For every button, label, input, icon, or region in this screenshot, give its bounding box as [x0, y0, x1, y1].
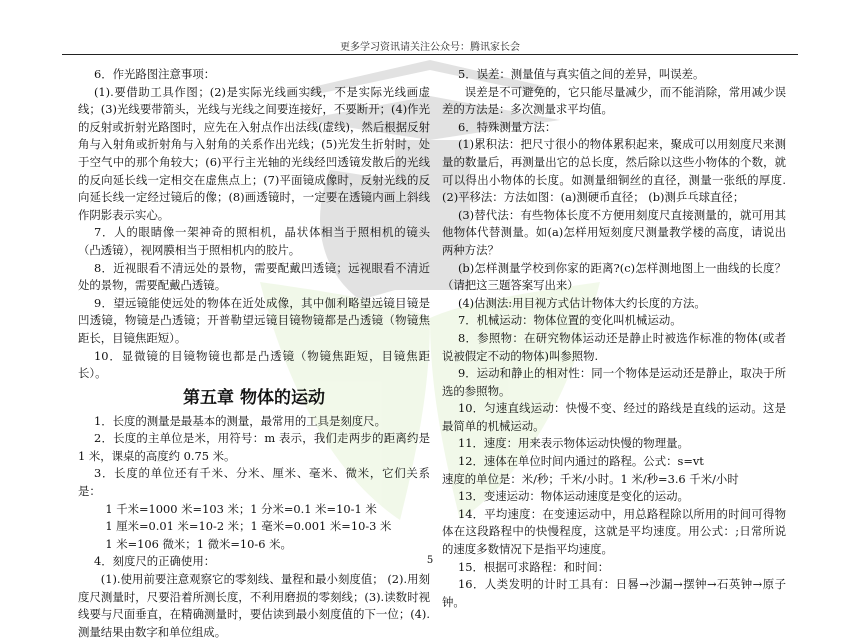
right-column	[442, 66, 786, 611]
paragraph: 13．变速运动：物体运动速度是变化的运动。	[457, 489, 689, 504]
paragraph: 8．参照物：在研究物体运动还是静止时被选作标准的物体(或者说被假定不动的物体)叫参照物.	[442, 330, 786, 363]
paragraph: 5．误差：测量值与真实值之间的差异，叫误差。	[457, 67, 705, 81]
chapter-title: 第五章 物体的运动	[183, 387, 325, 408]
paragraph: 7．机械运动：物体位置的变化叫机械运动。	[457, 313, 682, 328]
paragraph: 11．速度：用来表示物体运动快慢的物理量。	[457, 436, 689, 451]
page-header: 更多学习资讯请关注公众号：腾讯家长会	[340, 42, 520, 53]
paragraph: 9．望远镜能使远处的物体在近处成像，其中伽利略望远镜目镜是凹透镜，物镜是凸透镜；开普勒望远镜目镜物镜都是凸透镜（物镜焦距长，目镜焦距短）。	[78, 295, 430, 345]
paragraph: 2．长度的主单位是米，用符号：m 表示，我们走两步的距离约是 1 米，课桌的高度约 0.75 米。	[78, 431, 430, 463]
paragraph: (4)估测法:用目视方式估计物体大约长度的方法。	[457, 295, 706, 310]
page-number: 5	[426, 555, 434, 566]
paragraph: 6．作光路图注意事项：	[93, 67, 216, 81]
paragraph: (3)替代法：有些物体长度不方便用刻度尺直接测量的，就可用其他物体代替测量。如(a)怎样用短刻度尺测量教学楼的高度，请说出两种方法？	[442, 207, 786, 257]
paragraph: 误差是不可避免的，它只能尽量减少，而不能消除，常用减少误差的方法是：多次测量求平均值。	[442, 84, 786, 117]
paragraph: 速度的单位是：米/秒；千米/小时。1 米/秒=3.6 千米/小时	[442, 471, 739, 486]
paragraph: (1).要借助工具作图；(2)是实际光线画实线，不是实际光线画虚线；(3)光线要带箭头，光线与光线之间要连接好，不要断开；(4)作光的反射或折射光路图时，应先在入射点作出法线(虚线)，然后根据反射角与入射角或折射角与入射角的关系作出光线；(5)光发生折射时，处于空气中的那个角较大；(6)平行主光轴的光线经凹透镜发散后的光线的反向延长线一定相交在虚焦点上；(7)平面镜成像时，反射光线的反向延长线一定经过镜后的像；(8)画透镜时，一定要在透镜内画上斜线作阴影表示实心。	[78, 84, 430, 222]
unit-relation: 1 千米=1000 米=103 米；1 分米=0.1 米=10-1 米	[105, 501, 377, 516]
paragraph: 4．刻度尺的正确使用：	[93, 554, 216, 569]
unit-relation: 1 米=106 微米；1 微米=10-6 米。	[105, 536, 292, 551]
paragraph: 6．特殊测量方法：	[457, 119, 557, 134]
paragraph: 12．速体在单位时间内通过的路程。公式：s=vt	[457, 454, 704, 469]
paragraph: 9．运动和静止的相对性：同一个物体是运动还是静止，取决于所选的参照物。	[442, 366, 786, 398]
paragraph: 15．根据可求路程：和时间：	[457, 559, 610, 574]
unit-relation: 1 厘米=0.01 米=10-2 米；1 毫米=0.001 米=10-3 米	[105, 519, 392, 534]
header-rule	[62, 54, 798, 55]
paragraph: 3．长度的单位还有千米、分米、厘米、毫米、微米，它们关系是：	[78, 466, 430, 499]
paragraph: 1．长度的测量是最基本的测量，最常用的工具是刻度尺。	[93, 413, 386, 428]
paragraph: 10．匀速直线运动：快慢不变、经过的路线是直线的运动。这是最简单的机械运动。	[442, 401, 786, 433]
paragraph: 16．人类发明的计时工具有：日晷→沙漏→摆钟→石英钟→原子钟。	[442, 577, 786, 609]
paragraph: (1)累积法：把尺寸很小的物体累积起来，聚成可以用刻度尺来测量的数量后，再测量出它的总长度，然后除以这些小物体的个数，就可以得出小物体的长度。如测量细铜丝的直径，测量一张纸的厚度.(2)平移法：方法如图：(a)测硬币直径； (b)测乒乓球直径；	[442, 137, 786, 205]
paragraph: 7．人的眼睛像一架神奇的照相机，晶状体相当于照相机的镜头（凸透镜），视网膜相当于照相机内的胶片。	[78, 225, 430, 257]
paragraph: 14．平均速度：在变速运动中，用总路程除以所用的时间可得物体在这段路程中的快慢程度，这就是平均速度。用公式：;日常所说的速度多数情况下是指平均速度。	[442, 506, 786, 557]
paragraph: (1).使用前要注意观察它的零刻线、量程和最小刻度值； (2).用刻度尺测量时，尺要沿着所测长度，不利用磨损的零刻线；(3).读数时视线要与尺面垂直，在精确测量时，要估读到最小刻度值的下一位；(4). 测量结果由数字和单位组成。	[78, 572, 430, 639]
paragraph: 8．近视眼看不清远处的景物，需要配戴凹透镜；远视眼看不清近处的景物，需要配戴凸透镜。	[78, 260, 430, 293]
paragraph: 10．显微镜的目镜物镜也都是凸透镜（物镜焦距短，目镜焦距长）。	[78, 348, 430, 381]
paragraph: (b)怎样测量学校到你家的距离?(c)怎样测地图上一曲线的长度？（请把这三题答案写出来）	[442, 260, 786, 293]
